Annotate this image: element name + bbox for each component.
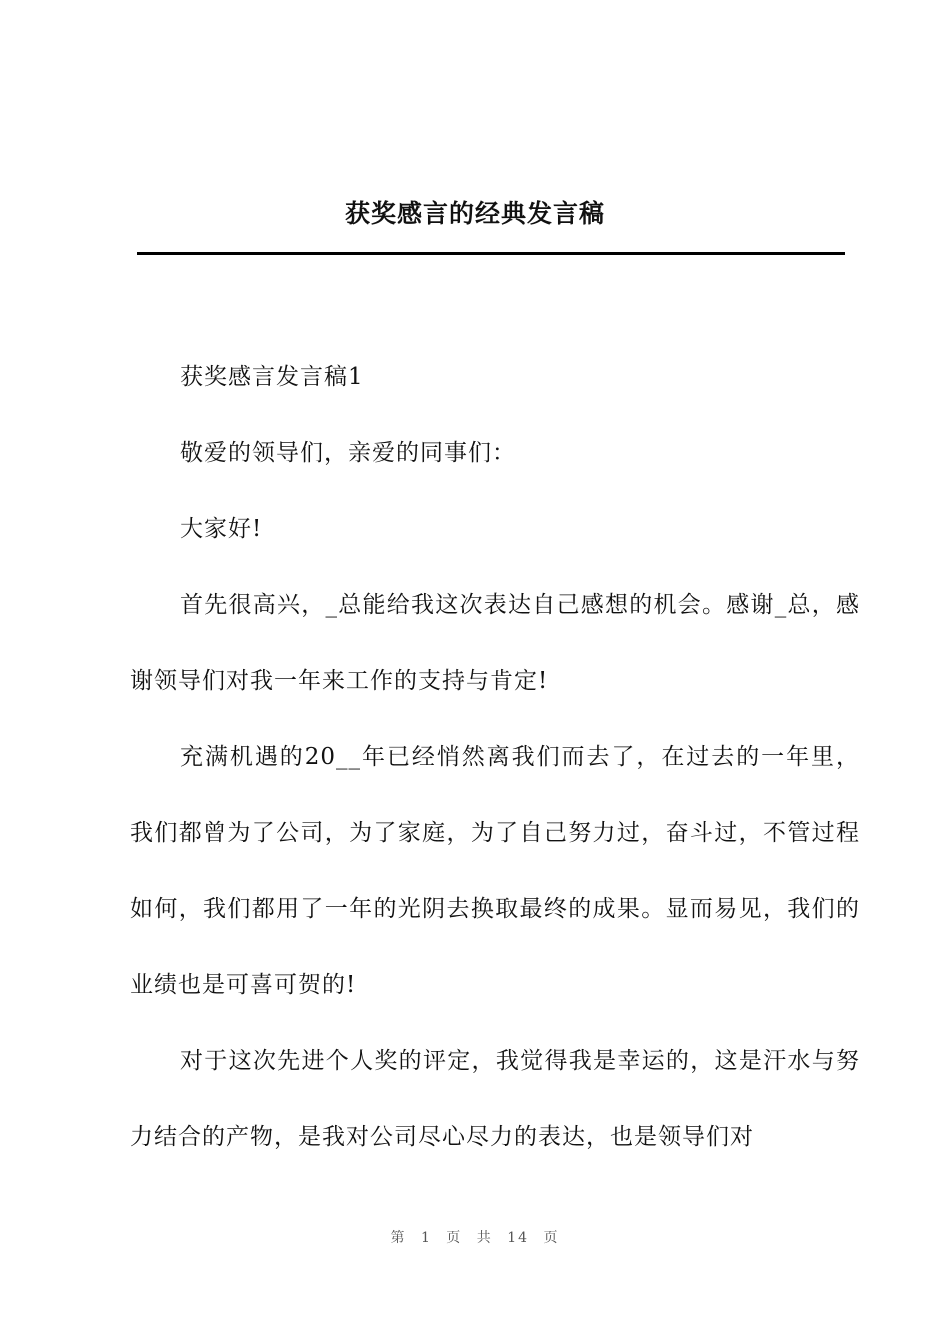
paragraph-award: 对于这次先进个人奖的评定，我觉得我是幸运的，这是汗水与努力结合的产物，是我对公司尽心尽力的表达，也是领导们对 bbox=[130, 1048, 860, 1150]
paragraph-heading: 获奖感言发言稿1 bbox=[180, 364, 364, 390]
paragraph-thanks: 首先很高兴，_总能给我这次表达自己感想的机会。感谢_总，感谢领导们对我一年来工作的支持与肯定! bbox=[130, 592, 860, 694]
page-number-footer: 第 1 页 共 14 页 bbox=[390, 1230, 560, 1246]
paragraph-greeting: 大家好! bbox=[180, 516, 263, 542]
paragraph-review: 充满机遇的20__年已经悄然离我们而去了，在过去的一年里，我们都曾为了公司，为了家庭，为了自己努力过，奋斗过，不管过程如何，我们都用了一年的光阴去换取最终的成果。显而易见，我们的业绩也是可喜可贺的! bbox=[130, 744, 860, 998]
document-body bbox=[130, 339, 860, 1175]
document-title: 获奖感言的经典发言稿 bbox=[344, 199, 605, 228]
title-underline bbox=[137, 252, 845, 255]
paragraph-salutation: 敬爱的领导们，亲爱的同事们： bbox=[180, 440, 516, 466]
